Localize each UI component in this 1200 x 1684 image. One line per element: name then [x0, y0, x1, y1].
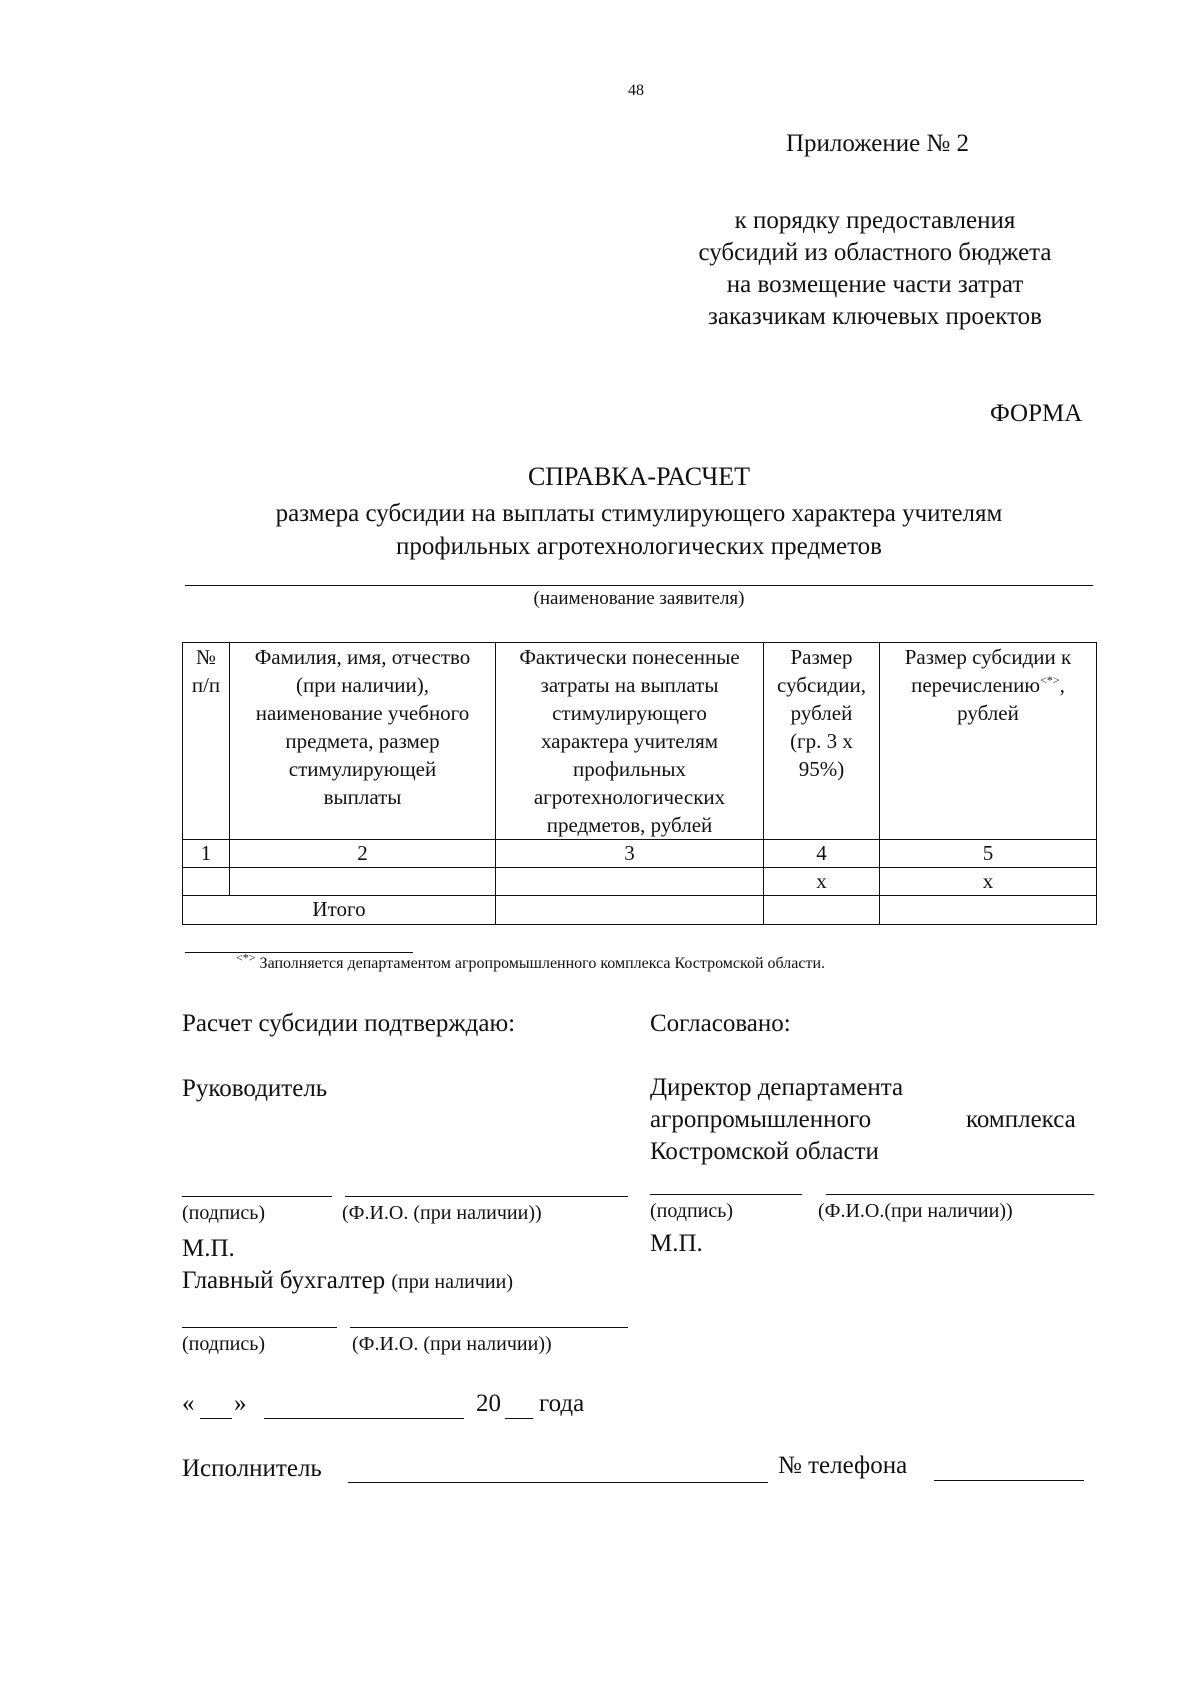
- director-line-1: Директор департамента: [650, 1074, 904, 1101]
- column-number: 1: [183, 840, 230, 868]
- column-number: 2: [230, 840, 496, 868]
- date-year-prefix: 20: [476, 1390, 501, 1417]
- header-text: (гр. 3 х: [790, 729, 853, 753]
- doc-title: СПРАВКА-РАСЧЕТ: [527, 462, 751, 491]
- footnote-separator: [185, 952, 413, 953]
- appendix-line: к порядку предоставления: [734, 207, 1016, 234]
- director-line-3: Костромской области: [650, 1138, 879, 1165]
- header-text: агротехнологических: [533, 785, 726, 809]
- header-text: профильных: [573, 757, 686, 781]
- header-text: стимулирующего: [552, 701, 707, 725]
- table-cell: [496, 868, 764, 896]
- total-label: Итого: [183, 896, 496, 925]
- footnote-mark: <*>: [236, 950, 256, 965]
- header-text: Размер: [790, 645, 853, 669]
- table-cell: [496, 896, 764, 925]
- footnote: [236, 950, 826, 973]
- form-label: ФОРМА: [990, 400, 1083, 427]
- head-signature-caption: (подпись): [182, 1202, 266, 1224]
- table-column-numbers-row: [183, 840, 1097, 868]
- footnote-text: Заполняется департаментом агропромышленного комплекса Костромской области.: [259, 955, 826, 972]
- date-day-line: [200, 1418, 232, 1419]
- director-signature-caption: (подпись): [650, 1200, 734, 1222]
- table-cell: [764, 896, 880, 925]
- header-text: характера учителям: [540, 729, 719, 753]
- header-text: предмета, размер: [285, 729, 440, 753]
- director-signature-line: [650, 1194, 802, 1195]
- date-year-suffix: года: [539, 1390, 585, 1417]
- accountant-signature-caption: (подпись): [182, 1333, 266, 1355]
- header-text: п/п: [191, 673, 221, 697]
- table-row: [183, 868, 1097, 896]
- header-text: затраты на выплаты: [540, 673, 719, 697]
- accountant-fio-line: [350, 1327, 628, 1328]
- table-total-row: [183, 896, 1097, 925]
- header-text: рублей: [790, 701, 853, 725]
- header-number: [183, 643, 230, 840]
- head-fio-caption: (Ф.И.О. (при наличии)): [342, 1202, 542, 1224]
- header-text: Фамилия, имя, отчество: [254, 645, 471, 669]
- accountant-title: Главный бухгалтер: [182, 1267, 386, 1294]
- header-text: стимулирующей: [288, 757, 437, 781]
- accountant-fio-caption: (Ф.И.О. (при наличии)): [352, 1333, 552, 1355]
- table-cell: х: [880, 868, 1097, 896]
- director-stamp-label: М.П.: [650, 1230, 703, 1257]
- table-cell: [880, 896, 1097, 925]
- header-text: наименование учебного: [255, 701, 470, 725]
- header-text: Размер субсидии к: [904, 645, 1072, 669]
- director-fio-line: [826, 1194, 1094, 1195]
- date-year-line: [505, 1418, 533, 1419]
- phone-label: № телефона: [778, 1452, 908, 1479]
- director-line-2a: агропромышленного: [650, 1106, 872, 1133]
- appendix-line: субсидий из областного бюджета: [698, 239, 1052, 266]
- date-month-line: [264, 1418, 464, 1419]
- column-number: 5: [880, 840, 1097, 868]
- appendix-line: заказчикам ключевых проектов: [708, 303, 1042, 330]
- header-text: субсидии,: [777, 673, 866, 697]
- executor-label: Исполнитель: [182, 1455, 322, 1482]
- director-fio-caption: (Ф.И.О.(при наличии)): [818, 1200, 1013, 1222]
- header-text: №: [195, 645, 217, 669]
- appendix-description: [660, 205, 1090, 333]
- accountant-label: [182, 1267, 513, 1295]
- head-label: Руководитель: [182, 1075, 328, 1102]
- executor-line: [348, 1482, 768, 1483]
- table-cell: [183, 868, 230, 896]
- stamp-label: М.П.: [182, 1235, 235, 1262]
- calculation-table: [182, 642, 1097, 925]
- confirm-label: Расчет субсидии подтверждаю:: [182, 1010, 516, 1037]
- table-cell: х: [764, 868, 880, 896]
- doc-subtitle: [182, 497, 1096, 563]
- header-text: рублей: [957, 701, 1019, 725]
- footnote-mark: <*>: [1040, 673, 1060, 687]
- phone-line: [934, 1480, 1084, 1481]
- applicant-line: [185, 585, 1093, 586]
- header-text: предметов, рублей: [546, 813, 713, 837]
- applicant-caption: (наименование заявителя): [533, 588, 745, 609]
- date-open-quote: «: [182, 1390, 195, 1417]
- appendix-line: на возмещение части затрат: [726, 271, 1024, 298]
- table-header-row: [183, 643, 1097, 840]
- header-text: выплаты: [323, 785, 402, 809]
- header-text: (при наличии),: [296, 673, 429, 697]
- header-name: [230, 643, 496, 840]
- accountant-signature-line: [182, 1327, 337, 1328]
- header-actual-costs: [496, 643, 764, 840]
- header-text-part: перечислению: [911, 673, 1041, 697]
- header-text: Фактически понесенные: [519, 645, 740, 669]
- table-cell: [230, 868, 496, 896]
- accountant-note: (при наличии): [391, 1271, 513, 1293]
- page-number: 48: [628, 82, 644, 99]
- header-subsidy-size: [764, 643, 880, 840]
- header-text-part: ,: [1059, 673, 1065, 697]
- header-text: 95%): [798, 757, 845, 781]
- date-close-quote: »: [234, 1390, 247, 1417]
- header-text: [882, 671, 1094, 699]
- doc-subtitle-line: профильных агротехнологических предметов: [396, 533, 882, 560]
- head-fio-line: [345, 1196, 628, 1197]
- appendix-title: Приложение № 2: [786, 130, 970, 157]
- header-subsidy-transfer: [880, 643, 1097, 840]
- agreed-label: Согласовано:: [650, 1010, 791, 1037]
- head-signature-line: [182, 1196, 332, 1197]
- column-number: 3: [496, 840, 764, 868]
- doc-subtitle-line: размера субсидии на выплаты стимулирующего характера учителям: [275, 500, 1003, 527]
- column-number: 4: [764, 840, 880, 868]
- director-line-2b: комплекса: [966, 1106, 1076, 1133]
